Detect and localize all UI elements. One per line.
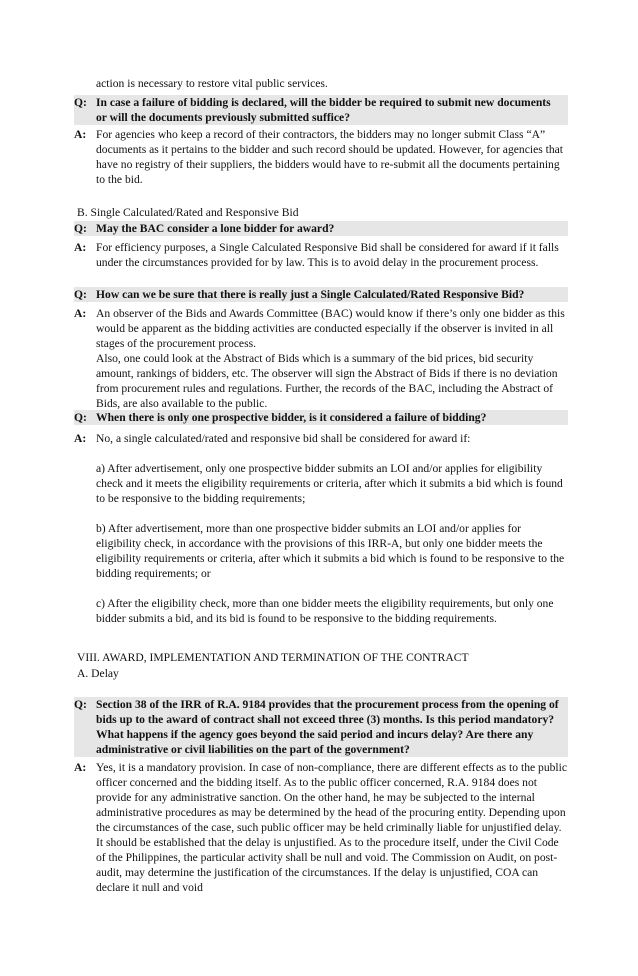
question-text: When there is only one prospective bidder, is it considered a failure of bidding? <box>96 411 487 424</box>
question-text: Section 38 of the IRR of R.A. 9184 provides that the procurement process from the opening of bids up to the award of contract shall not exceed three (3) months. Is this period mandatory? What happens if the agency goes beyond the said period and incurs delay? Are there any administrative or civil liabilities on the part of the government? <box>96 698 559 756</box>
question-label: Q: <box>74 96 87 109</box>
answer-1 <box>74 127 568 187</box>
answer-text: For agencies who keep a record of their contractors, the bidders may no longer submit Class “A” documents as it pertains to the bidder and such record should be updated. However, for agencies that have no registry of their suppliers, the bidders would have to re-submit all the documents pertaining to the bid. <box>96 128 564 186</box>
continuation-text: action is necessary to restore vital public services. <box>96 77 328 90</box>
answer-label: A: <box>74 307 87 320</box>
question-5 <box>74 697 568 757</box>
question-label: Q: <box>74 288 87 301</box>
answer-label: A: <box>74 128 87 141</box>
question-2 <box>74 221 568 236</box>
section-heading-a: A. Delay <box>77 667 119 680</box>
question-label: Q: <box>74 222 87 235</box>
question-label: Q: <box>74 698 87 711</box>
answer-label: A: <box>74 761 87 774</box>
question-1 <box>74 95 568 125</box>
answer-paragraph: An observer of the Bids and Awards Committee (BAC) would know if there’s only one bidder as this would be apparent as the bidding activities are conducted especially if the observer is invited in all stages of the procurement process. <box>96 307 565 350</box>
section-heading-b: B. Single Calculated/Rated and Responsive Bid <box>77 206 299 219</box>
answer-5 <box>74 760 568 895</box>
question-4 <box>74 410 568 425</box>
question-text: May the BAC consider a lone bidder for award? <box>96 222 335 235</box>
answer-text: For efficiency purposes, a Single Calculated Responsive Bid shall be considered for award if it falls under the circumstances provided for by law. This is to avoid delay in the procurement process. <box>96 241 559 269</box>
list-item-b: b) After advertisement, more than one prospective bidder submits an LOI and/or applies for eligibility check, in accordance with the provisions of this IRR-A, but only one bidder meets the eligibility requirements or criteria, after which it submits a bid which is found to be responsive to the bidding requirements; or <box>96 522 565 580</box>
answer-2 <box>74 240 568 270</box>
answer-intro: No, a single calculated/rated and responsive bid shall be considered for award if: <box>96 432 471 445</box>
list-item-a: a) After advertisement, only one prospective bidder submits an LOI and/or applies for eligibility check and it meets the eligibility requirements or criteria, after which it submits a bid which is found to be responsive to the bidding requirements; <box>96 462 563 505</box>
answer-paragraph: Also, one could look at the Abstract of Bids which is a summary of the bid prices, bid security amount, rankings of bidders, etc. The observer will sign the Abstract of Bids if there is no deviation from procurement rules and regulations. Further, the records of the BAC, including the Abstract of Bids, are also available to the public. <box>96 352 558 410</box>
question-3 <box>74 287 568 302</box>
answer-label: A: <box>74 241 87 254</box>
question-text: In case a failure of bidding is declared, will the bidder be required to submit new documents or will the documents previously submitted suffice? <box>96 96 551 124</box>
answer-4 <box>74 431 568 626</box>
question-text: How can we be sure that there is really just a Single Calculated/Rated Responsive Bid? <box>96 288 525 301</box>
answer-label: A: <box>74 432 87 445</box>
section-heading-viii: VIII. AWARD, IMPLEMENTATION AND TERMINATION OF THE CONTRACT <box>77 651 469 664</box>
answer-text: Yes, it is a mandatory provision. In case of non-compliance, there are different effects as to the public officer concerned and the bidding itself. As to the public officer concerned, R.A. 9184 does not provide for any administrative sanction. On the other hand, he may be subjected to the internal administrative procedures as may be determined by the head of the procuring entity. Depending upon the circumstances of the case, such public officer may be held criminally liable for unjustified delay. It should be established that the delay is unjustified. As to the procedure itself, under the Civil Code of the Philippines, the particular activity shall be null and void. The Commission on Audit, on post-audit, may determine the justification of the circumstances. If the delay is unjustified, COA can declare it null and void <box>96 761 568 894</box>
list-item-c: c) After the eligibility check, more than one bidder meets the eligibility requirements, but only one bidder submits a bid, and its bid is found to be responsive to the bidding requirements. <box>96 597 554 625</box>
answer-3 <box>74 306 568 411</box>
question-label: Q: <box>74 411 87 424</box>
